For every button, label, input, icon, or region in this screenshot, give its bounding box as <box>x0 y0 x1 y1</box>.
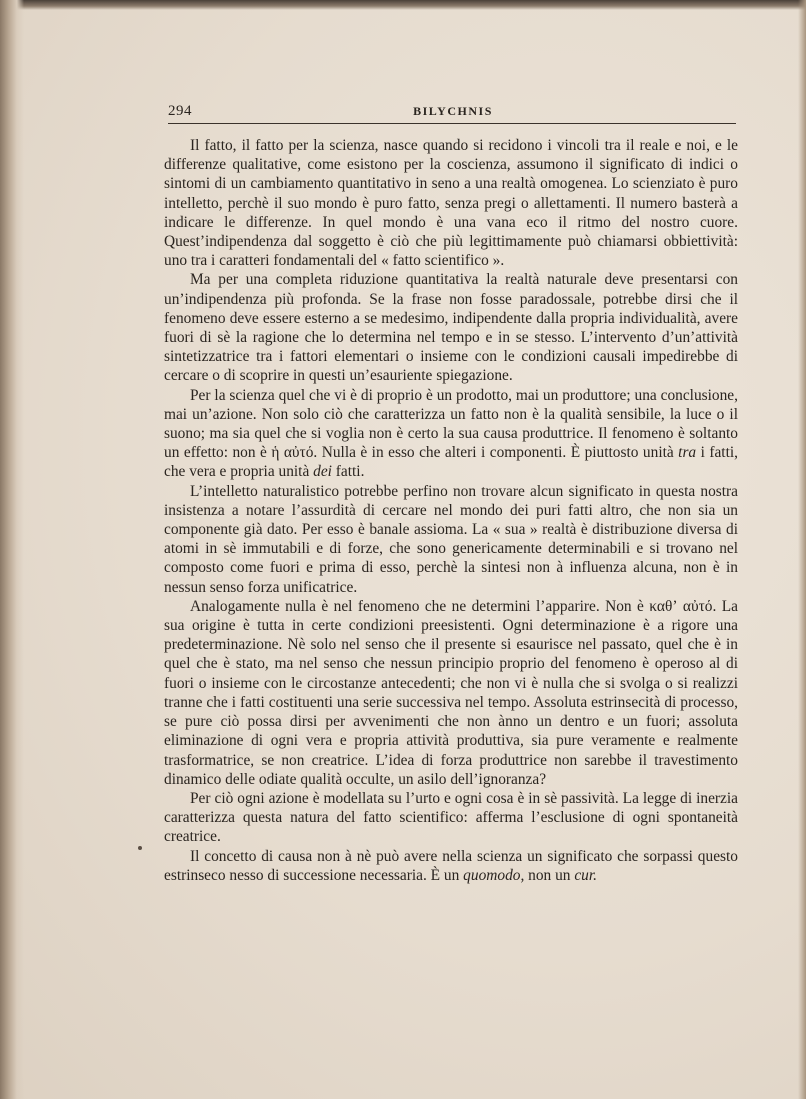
paragraph-text: Analogamente nulla è nel fenomeno che ne determini l’apparire. Non è καθʼ αὐτό. La sua origine è tutta in certe condizioni preesistenti. Ogni determinazione è a rigore una predeterminazione. Nè solo nel senso che il presente si esaurisce nel passato, quel che è in quel che è stato, ma nel senso che nessun principio proprio del fenomeno è operoso al di fuori o insieme con le circostanze antecedenti; che non vi è nulla che si svolga o si realizzi tranne che i fatti costituenti una serie successiva nel tempo. Assoluta estrinsecità di processo, se pure ciò possa dirsi per avvenimenti che non ànno un dentro e un fuori; assoluta eliminazione di ogni vera e propria attività produttiva, sia pure veramente e realmente trasformatrice, se non creatrice. L’idea di forza produttrice non sarebbe il travestimento dinamico delle odiate qualità occulte, un asilo dell’ignoranza? <box>164 597 738 788</box>
paragraph-text: Per la scienza quel che vi è di proprio è un prodotto, mai un produttore; una conclusione, mai un’azione. Non solo ciò che caratterizza un fatto non è la qualità sensibile, la luce o il suono; ma sia quel che si voglia non è certo la sua causa produttrice. Il fenomeno è soltanto un effetto: non è ἡ αὐτό. Nulla è in esso che alteri i componenti. È piuttosto unità <box>164 386 738 462</box>
paragraph <box>164 597 738 789</box>
paragraph <box>164 482 738 597</box>
italic-text: quomodo, <box>463 866 525 884</box>
page-top-edge <box>0 0 806 10</box>
italic-text: dei <box>313 463 332 481</box>
page-right-edge <box>798 0 806 1099</box>
page-number: 294 <box>168 103 192 119</box>
paragraph-text: Ma per una completa riduzione quantitativa la realtà naturale deve presentarsi con un’indipendenza più profonda. Se la frase non fosse paradossale, potrebbe dirsi che il fenomeno deve essere esterno a se medesimo, indipendente dalla propria individualità, avere fuori di sè la ragione che lo determina nel tempo e in se stesso. L’intervento d’un’attività sintetizzatrice tra i fattori elementari o insieme con le condizioni causali impedirebbe di cercare o di scoprire in questi un’esauriente spiegazione. <box>164 271 738 385</box>
paragraph <box>164 847 738 885</box>
body-text <box>164 136 738 885</box>
paragraph <box>164 789 738 847</box>
page-binding-edge <box>0 0 24 1099</box>
paragraph <box>164 270 738 385</box>
italic-text: cur. <box>574 866 598 884</box>
paragraph <box>164 386 738 482</box>
paragraph-text: non un <box>524 866 575 884</box>
ink-blot <box>138 846 142 850</box>
paragraph-text: fatti. <box>331 463 365 481</box>
paragraph <box>164 136 738 270</box>
paragraph-text: L’intelletto naturalistico potrebbe perfino non trovare alcun significato in questa nostra insistenza a notare l’assurdità di cercare nel mondo dei puri fatti altro, che non sia un componente già dato. Per esso è banale assioma. La « sua » realtà è distribuzione diversa di atomi in sè immutabili e di forze, che sono genericamente determinabili e si trovano nel composto come fuori e prima di esso, perchè la sintesi non à influenza alcuna, non è in nessun senso forza unificatrice. <box>164 482 738 596</box>
paragraph-text: Il concetto di causa non à nè può avere nella scienza un significato che sorpassi questo estrinseco nesso di successione necessaria. È un <box>164 847 738 884</box>
paragraph-text: Per ciò ogni azione è modellata su l’urto e ogni cosa è in sè passività. La legge di inerzia caratterizza questa natura del fatto scientifico: afferma l’esclusione di ogni spontaneità creatrice. <box>164 789 738 846</box>
paragraph-text: i fatti, che vera e propria unità <box>164 444 738 481</box>
page-header <box>168 103 738 123</box>
paragraph-text: Il fatto, il fatto per la scienza, nasce quando si recidono i vincoli tra il reale e noi, e le differenze qualitative, come esistono per la coscienza, assumono il significato di indici o sintomi di un cambiamento quantitativo in seno a una realtà omogenea. Lo scienziato è puro intelletto, perchè il suo mondo è puro fatto, senza pregi o allettamenti. Il numero basterà a indicare le differenze. In quel mondo è una vana eco il ritmo del nostro cuore. Quest’indipendenza dal soggetto è ciò che più legittimamente può chiamarsi obbiettività: uno tra i caratteri fondamentali del « fatto scientifico ». <box>164 137 738 270</box>
header-rule <box>168 123 736 124</box>
running-title: BILYCHNIS <box>413 104 493 118</box>
italic-text: tra <box>678 444 697 462</box>
